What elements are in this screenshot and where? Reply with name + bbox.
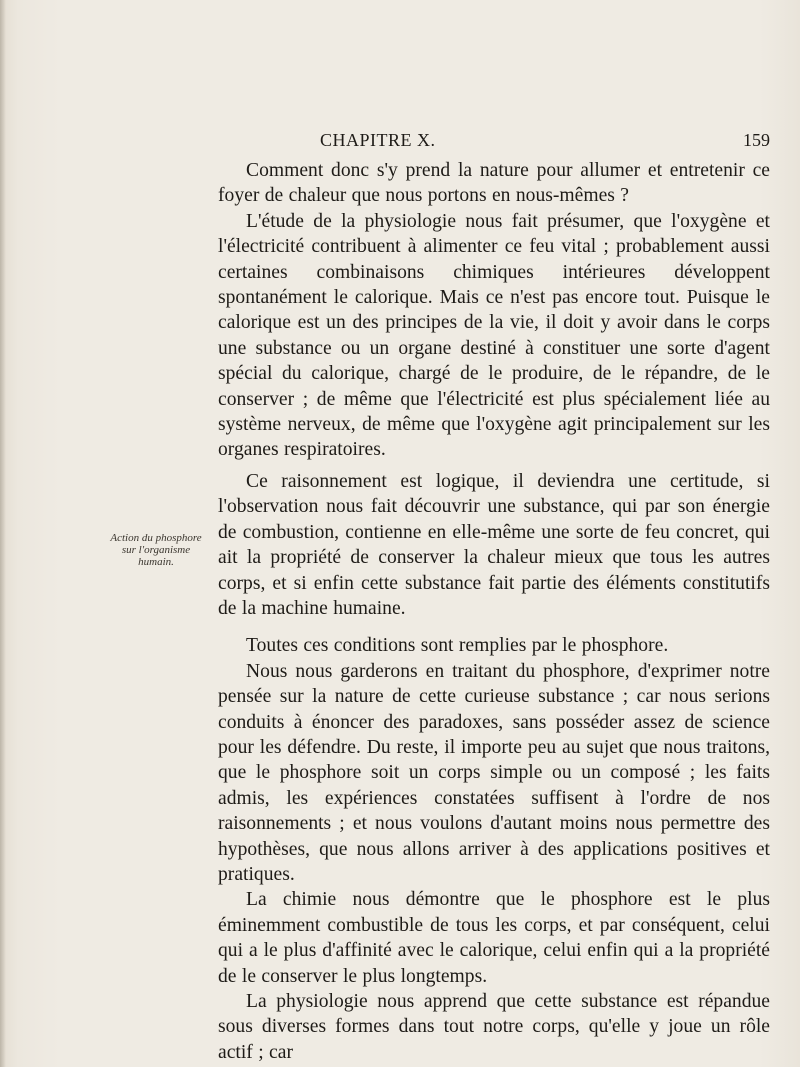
- paragraph: Comment donc s'y prend la nature pour allumer et entretenir ce foyer de chaleur que nous portons en nous-mêmes ?: [218, 160, 770, 207]
- page-number: 159: [743, 130, 770, 150]
- paragraph: La chimie nous démontre que le phosphore est le plus éminemment combustible de tous les corps, et par conséquent, celui qui a le plus d'affinité avec le calorique, celui enfin qui a la propriété de le conserver le plus longtemps.: [218, 889, 770, 987]
- paragraph: Nous nous garderons en traitant du phosphore, d'exprimer notre pensée sur la nature de cette curieuse substance ; car nous serions conduits à énoncer des paradoxes, sans posséder assez de science pour les défendre. Du reste, il importe peu au sujet que nous traitons, que le phosphore soit un corps simple ou un composé ; les faits admis, les expériences constatées suffisent à l'ordre de nos raisonnements ; et nous voulons d'autant moins nous permettre des hypothèses, que nous allons arriver à des applications positives et pratiques.: [218, 660, 770, 885]
- chapter-title: CHAPITRE X.: [320, 130, 436, 150]
- paragraph: L'étude de la physiologie nous fait présumer, que l'oxygène et l'électricité contribuent à alimenter ce feu vital ; probablement aussi certaines combinaisons chimiques intérieures développent spontanément le calorique. Mais ce n'est pas encore tout. Puisque le calorique est un des principes de la vie, il doit y avoir dans le corps une substance ou un organe destiné à constituer une sorte d'agent spécial du calorique, chargé de le produire, de le répandre, de le conserver ; de même que l'électricité est plus spécialement liée au système nerveux, de même que l'oxygène agit principalement sur les organes respiratoires.: [218, 210, 770, 461]
- running-header: [320, 130, 770, 154]
- paragraph: La physiologie nous apprend que cette substance est répandue sous diverses formes dans tout notre corps, qu'elle y joue un rôle actif ; car: [218, 991, 770, 1063]
- body-text: [218, 158, 770, 1065]
- paragraph: Ce raisonnement est logique, il deviendra une certitude, si l'observation nous fait découvrir une substance, qui par son énergie de combustion, contienne en elle-même une sorte de feu concret, qui ait la propriété de conserver la chaleur mieux que tous les autres corps, et si enfin cette substance fait partie des éléments constitutifs de la machine humaine.: [218, 470, 770, 619]
- paragraph: Toutes ces conditions sont remplies par le phosphore.: [246, 635, 669, 657]
- margin-note: Action du phosphore sur l'organisme humain.: [110, 532, 202, 568]
- page-gutter-shadow: [0, 0, 6, 1067]
